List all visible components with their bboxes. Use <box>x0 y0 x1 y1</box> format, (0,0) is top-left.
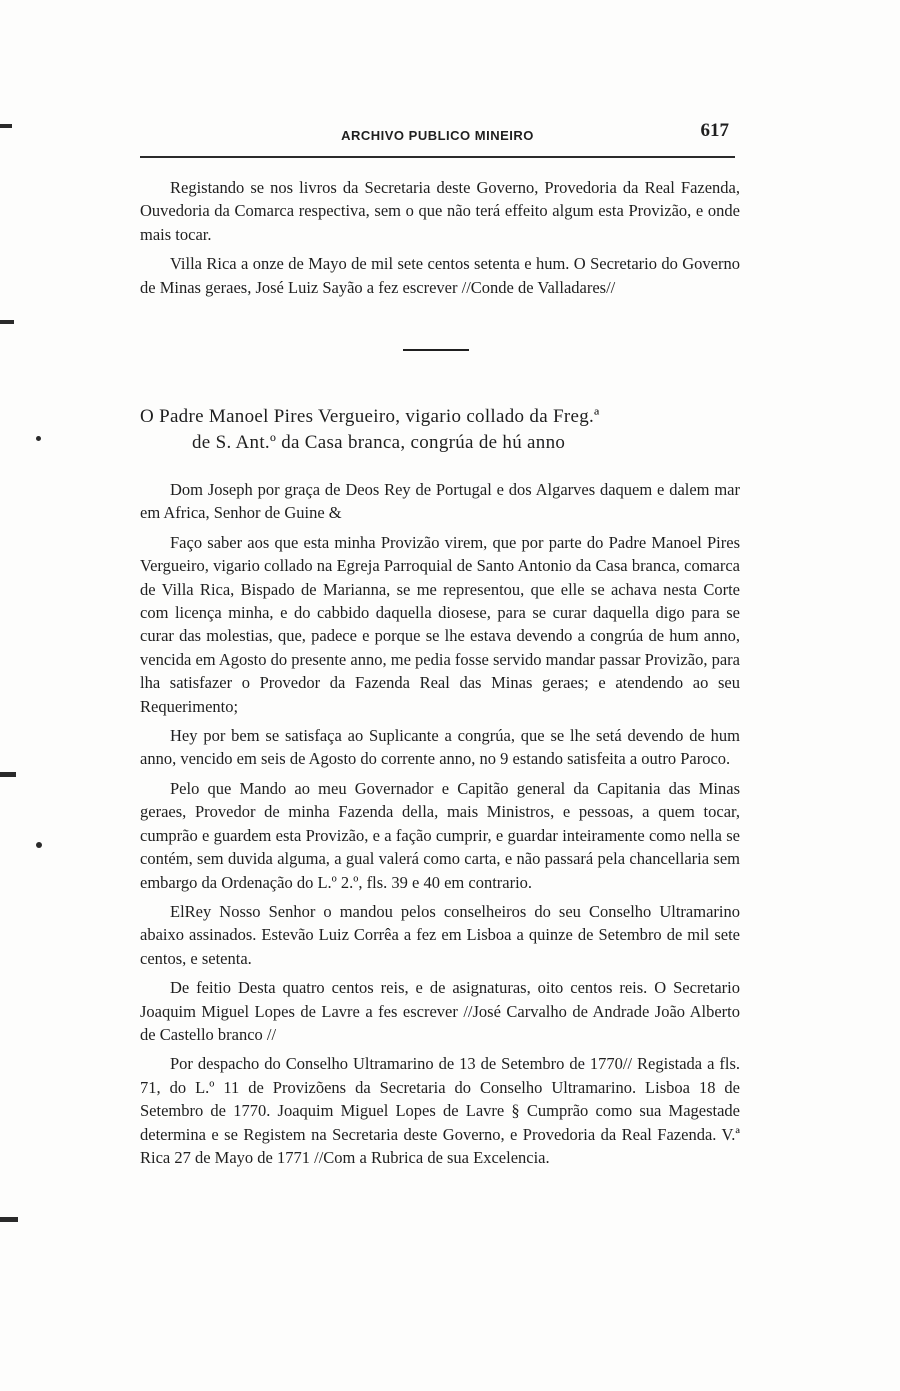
paragraph: Faço saber aos que esta minha Provizão virem, que por parte do Padre Manoel Pires Vergueiro, vigario collado na Egreja Parroquial de Santo Antonio da Casa branca, comarca de Villa Rica, Bispado de Marianna, se me representou, que elle se achava nesta Corte com licença minha, e do cabbido daquella diosese, para se curar daquella digo para se curar das molestias, que, padece e porque se lhe estava devendo a congrúa de hum anno, vencida em Agosto do presente anno, me pedia fosse servido mandar passar Provizão, para lha satisfazer o Provedor da Fazenda Real das Minas geraes; e atendendo ao seu Requerimento; <box>140 532 740 716</box>
document-title <box>140 404 740 456</box>
header-rule <box>140 156 735 158</box>
intro-text <box>140 176 740 305</box>
scan-mark <box>0 1217 18 1222</box>
scan-mark <box>36 842 42 848</box>
running-head: ARCHIVO PUBLICO MINEIRO <box>341 128 534 143</box>
section-divider <box>403 349 469 351</box>
title-line-2: de S. Ant.º da Casa branca, congrúa de hú anno <box>192 432 566 453</box>
page-number: 617 <box>700 120 729 141</box>
paragraph: Pelo que Mando ao meu Governador e Capitão general da Capitania das Minas geraes, Provedor de minha Fazenda della, mais Ministros, e pessoas, a quem tocar, cumprão e guardem esta Provizão, e a fação cumprir, e guardar inteiramente como nella se contém, sem duvida alguma, a gual valerá como carta, e não passará pela chancellaria sem embargo da Ordenação do L.º 2.º, fls. 39 e 40 em contrario. <box>140 778 740 892</box>
paragraph: ElRey Nosso Senhor o mandou pelos conselheiros do seu Conselho Ultramarino abaixo assinados. Estevão Luiz Corrêa a fez em Lisboa a quinze de Setembro de mil sete centos, e setenta. <box>140 901 740 968</box>
paragraph: Por despacho do Conselho Ultramarino de 13 de Setembro de 1770// Registada a fls. 71, do L.º 11 de Provizõens da Secretaria do Conselho Ultramarino. Lisboa 18 de Setembro de 1770. Joaquim Miguel Lopes de Lavre § Cumprão como sua Magestade determina e se Registem na Secretaria deste Governo, e Provedoria da Real Fazenda. V.ª Rica 27 de Mayo de 1771 //Com a Rubrica de sua Excelencia. <box>140 1054 740 1167</box>
page-header <box>140 118 735 158</box>
scan-mark <box>0 772 16 777</box>
paragraph: Hey por bem se satisfaça ao Suplicante a congrúa, que se lhe setá devendo de hum anno, vencido em seis de Agosto do corrente anno, no 9 estando satisfeita a outro Paroco. <box>140 726 740 769</box>
paragraph: Registando se nos livros da Secretaria deste Governo, Provedoria da Real Fazenda, Ouvedoria da Comarca respectiva, sem o que não terá effeito algum esta Provizão, e onde mais tocar. <box>140 178 740 244</box>
paragraph: Villa Rica a onze de Mayo de mil sete centos setenta e hum. O Secretario do Governo de Minas geraes, José Luiz Sayão a fez escrever //Conde de Valladares// <box>140 254 740 297</box>
scan-mark <box>36 436 41 441</box>
scan-mark <box>0 320 14 324</box>
paragraph: De feitio Desta quatro centos reis, e de asignaturas, oito centos reis. O Secretario Joaquim Miguel Lopes de Lavre a fes escrever //José Carvalho de Andrade João Alberto de Castello branco // <box>140 978 740 1044</box>
scan-mark <box>0 124 12 128</box>
body-text <box>140 478 740 1175</box>
paragraph: Dom Joseph por graça de Deos Rey de Portugal e dos Algarves daquem e dalem mar em Africa, Senhor de Guine & <box>140 480 740 523</box>
title-line-1: O Padre Manoel Pires Vergueiro, vigario collado da Freg.ª <box>140 406 600 427</box>
